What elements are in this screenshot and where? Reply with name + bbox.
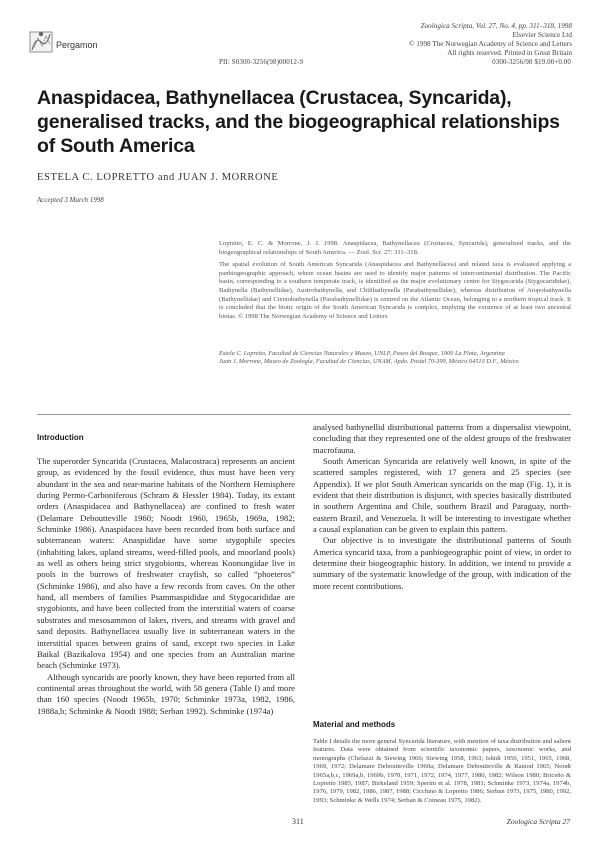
affiliation: Juan J. Morrone, Museo de Zoología, Facultad de Ciencias, UNAM, Apdo. Postal 70-399, México 04510 D.F., México — [219, 358, 519, 366]
footer-journal: Zoologica Scripta 27 — [506, 817, 570, 826]
author-conjunction: and — [157, 172, 175, 183]
right-column-text — [313, 422, 571, 592]
abstract-body: The spatial evolution of South American Syncarida (Anaspidacea and Bathynellacea) and related taxa is evaluated applying a panbiogeographic approach, where ocean basins are used to identify major patterns of intercontinental distribution. The Pacific basin, corresponding to a southern temperate track, is identified as the major evolutionary centre for Stygocarida (Stygocarididae), Bathynella (Bathynellidae), Austrobathynella, and Chilibathynella (Parabathynellidae), whereas distribution of Atopobathynella (Bathynellidae) and Cteniobathynella (Parabathynellidae) is centred on the Atlantic Ocean, belonging to a northern tropical track. It is concluded that the biotic origin of the South American Syncarida is complex, implying the existence of at least two ancestral biotas. © 1998 The Norwegian Academy of Science and Letters — [219, 261, 571, 320]
section-divider — [37, 414, 571, 415]
journal-info — [332, 22, 572, 58]
journal-rights-line: All rights reserved. Printed in Great Britain — [447, 49, 572, 57]
affiliation: Estela C. Lopretto, Facultad de Ciencias Naturales y Museo, UNLP, Paseo del Bosque, 1900 La Plata, Argentina — [219, 350, 505, 357]
paragraph: Our objective is to investigate the distributional patterns of South America syncarid taxa, from a panbiogeographic point of view, in order to determine their biogeographic history. In addition, we intend to provide a summary of the systematic knowledge of the group, with indication of the more recent contributions. — [313, 535, 571, 591]
journal-publisher-line: Elsevier Science Ltd — [512, 31, 572, 39]
paragraph: The superorder Syncarida (Crustacea, Malacostraca) represents an ancient group, as evidenced by the fossil evidence, thus must have been very abundant in the sea and near-marine habitats of the Northern Hemisphere during Permo-Carboniferous (Schram & Hessler 1984). Today, its extant orders (Anaspidacea and Bathynellacea) are confined to fresh water (Delamare Deboutteville 1960; Noodt 1960, 1965b, 1969a, 1982; Schminke 1986). Anaspidacea have been recorded from both surface and subterranean waters: Anaspididae have some stygophile species (inhabiting lakes, upland streams, weed-filled pools, and moorland pools) as well as others being strict stygobionts, whereas Koonungidae live in pools in the burrows of freshwater crayfish, so called “phoeteros” (Schminke 1986), and also have a few records from caves. On the other hand, all members of families Psammaspididae and Stygocarididae are stygobionts, and have been collected from the interstitial waters of coarse substrates and mesosammon of lakes, rivers, and streams with gravel and sand deposits. Bathynellacea usually live in subterranean waters in the interstitial spaces between grains of sand, except two species in Lake Baikal (Bazikalova 1954) and one species from an Australian marine beach (Schminke 1973). — [37, 456, 295, 671]
introduction-heading: Introduction — [37, 433, 84, 442]
author-name: ESTELA C. LOPRETTO — [37, 172, 155, 183]
affiliations — [219, 350, 571, 366]
methods-text: Table I details the more general Syncarida literature, with mention of taxa distribution and salient features. Data were obtained from scientific taxonomic papers, taxonomic works, and monographs (Chelazzi & Siewing 1966; Siewing 1958, 1963; Ishidi 1950, 1951, 1965, 1968, 1969, 1972; Delamare Deboutteville 1960a; Delamare Deboutteville & Rainod 1965; Noodt 1965a,b,c, 1969a,b, 1969b, 1970, 1971, 1972, 1974, 1977, 1980, 1982; Wilson 1980; Briceño & Lopretto 1985, 1987; Birkeland 1959; Sperim et al. 1978, 1981; Schminke 1973, 1974a, 1974b, 1976, 1979, 1982, 1986, 1987, 1988; Cicchino & Lopretto 1986; Serban 1973, 1975, 1980, 1992, 1993; Schminke & Wells 1974; Serban & Coineau 1975, 1982). — [313, 738, 571, 804]
journal-citation-line: Zoologica Scripta, Vol. 27, No. 4, pp. 311–318, 1998 — [420, 22, 572, 30]
paragraph: analysed bathynellid distributional patterns from a dispersalist viewpoint, concluding that they represented one of the oldest groups of the freshwater macrofauna. — [313, 422, 571, 455]
pergamon-logo-icon — [26, 24, 60, 58]
paragraph: Although syncarids are poorly known, they have been reported from all continental areas throughout the world, with 58 genera (Table I) and more than 160 species (Noodt 1965b, 1970; Schminke 1973a, 1982, 1986, 1988a,b; Schminke & Noodt 1988; Serban 1992). Schminke (1974a) — [37, 671, 295, 716]
issn-price: 0300-3256/98 $19.00+0.00 — [492, 58, 571, 66]
introduction-text — [37, 456, 295, 717]
abstract — [219, 240, 571, 325]
paragraph: South American Syncarida are relatively well known, in spite of the scattered samples registered, with 17 genera and 25 species (see Appendix). If we plot South American syncarids on the map (Fig. 1), it is evident that their distribution is disjunct, with species basically distributed in southern Argentina and Chile, southern Brazil and Paraguay, north-eastern Brazil, and Venezuela. It will be interesting to investigate whether a causal explanation can be given to explain this pattern. — [313, 456, 571, 535]
pii-line — [219, 58, 571, 66]
methods-heading: Material and methods — [313, 720, 396, 729]
author-line — [37, 172, 278, 183]
author-name: JUAN J. MORRONE — [178, 172, 279, 183]
accepted-date: Accepted 3 March 1998 — [37, 196, 104, 204]
abstract-citation: Lopretto, E. C. & Morrone, J. J. 1998. Anaspidacea, Bathynellacea (Crustacea, Syncarida), generalised tracks, and the biogeographical relationships of South America. — Zool. Scr. 27: 311–318. — [219, 240, 571, 256]
journal-copyright-line: © 1998 The Norwegian Academy of Science and Letters — [409, 40, 572, 48]
publisher-name: Pergamon — [56, 40, 98, 50]
page-number: 311 — [292, 817, 304, 826]
article-title: Anaspidacea, Bathynellacea (Crustacea, Syncarida), generalised tracks, and the biogeographical relationships of South America — [37, 87, 560, 157]
publisher-logo — [26, 24, 136, 58]
pii-code: PII: S0300-3256(98)00012-9 — [219, 58, 304, 66]
